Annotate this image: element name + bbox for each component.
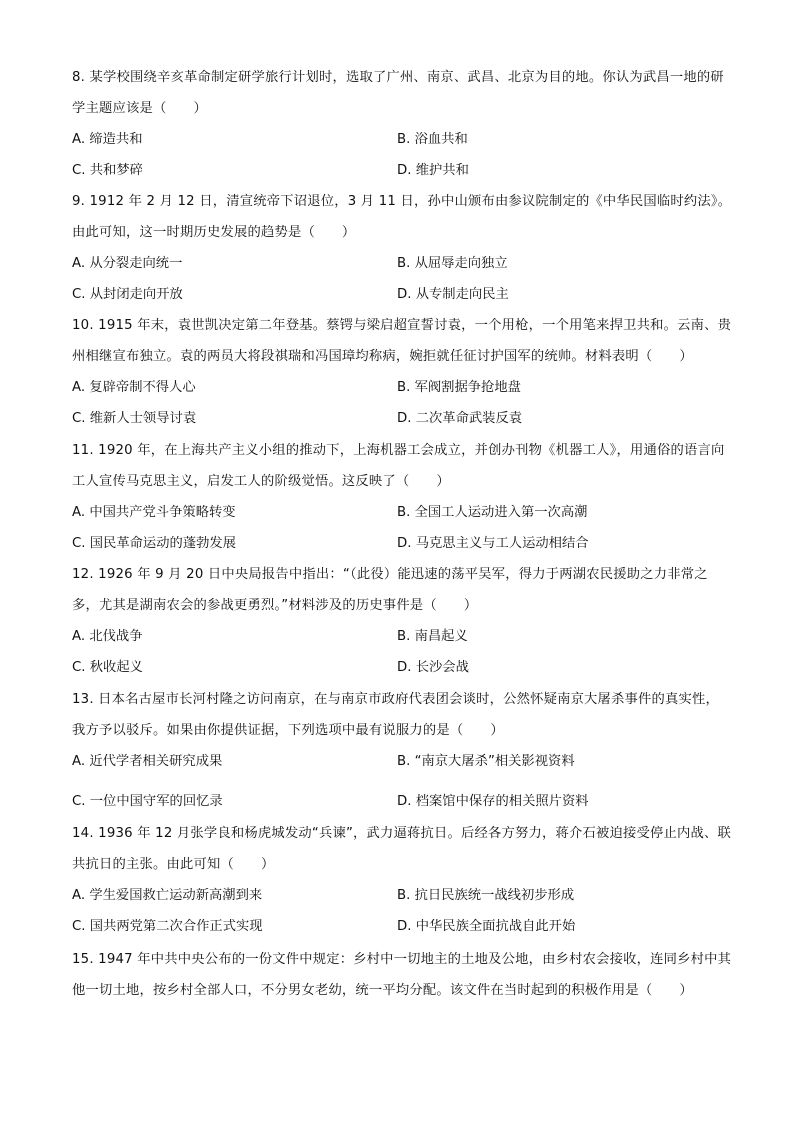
option-d[interactable]: D. 二次革命武装反袁 bbox=[397, 411, 523, 426]
question-stem: 13. 日本名古屋市长河村隆之访问南京，在与南京市政府代表团会谈时，公然怀疑南京大屠杀事件的真实性，我方予以驳斥。如果由你提供证据，下列选项中最有说服力的是（ ） bbox=[72, 692, 720, 738]
question-13 bbox=[72, 684, 732, 817]
question-stem: 14. 1936 年 12 月张学良和杨虎城发动“兵谏”，武力逼蒋抗日。后经各方努力，蒋介石被迫接受停止内战、联共抗日的主张。由此可知（ ） bbox=[72, 826, 731, 872]
option-a[interactable]: A. 近代学者相关研究成果 bbox=[72, 754, 223, 769]
option-d[interactable]: D. 维护共和 bbox=[397, 163, 469, 178]
question-stem: 12. 1926 年 9 月 20 日中央局报告中指出：“（此役）能迅速的荡平吴军，得力于两湖农民援助之力非常之多，尤其是湖南农会的参战更勇烈。”材料涉及的历史事件是（ ） bbox=[72, 567, 708, 613]
option-c[interactable]: C. 一位中国守军的回忆录 bbox=[72, 794, 223, 809]
option-a[interactable]: A. 复辟帝制不得人心 bbox=[72, 380, 196, 395]
option-c[interactable]: C. 从封闭走向开放 bbox=[72, 287, 183, 302]
question-9 bbox=[72, 186, 732, 310]
question-14 bbox=[72, 818, 732, 942]
options bbox=[72, 621, 732, 683]
options bbox=[72, 746, 732, 817]
option-d[interactable]: D. 从专制走向民主 bbox=[397, 287, 509, 302]
option-c[interactable]: C. 维新人士领导讨袁 bbox=[72, 411, 197, 426]
option-a[interactable]: A. 缔造共和 bbox=[72, 132, 143, 147]
option-a[interactable]: A. 学生爱国救亡运动新高潮到来 bbox=[72, 888, 263, 903]
options bbox=[72, 372, 732, 434]
option-b[interactable]: B. 浴血共和 bbox=[397, 132, 468, 147]
option-b[interactable]: B. 从屈辱走向独立 bbox=[397, 256, 508, 271]
question-15 bbox=[72, 944, 732, 1006]
question-8 bbox=[72, 62, 732, 186]
option-c[interactable]: C. 秋收起义 bbox=[72, 660, 143, 675]
options bbox=[72, 124, 732, 186]
option-b[interactable]: B. 全国工人运动进入第一次高潮 bbox=[397, 505, 588, 520]
question-stem: 10. 1915 年末，袁世凯决定第二年登基。蔡锷与梁启超宣誓讨袁，一个用枪，一个用笔来捍卫共和。云南、贵州相继宣布独立。袁的两员大将段祺瑞和冯国璋均称病，婉拒就任征讨护国军的统帅。材料表明（ ） bbox=[72, 318, 732, 364]
question-10 bbox=[72, 310, 732, 434]
question-stem: 11. 1920 年，在上海共产主义小组的推动下，上海机器工会成立，并创办刊物《机器工人》，用通俗的语言向工人宣传马克思主义，启发工人的阶级觉悟。这反映了（ ） bbox=[72, 443, 725, 489]
question-11 bbox=[72, 435, 732, 559]
options bbox=[72, 880, 732, 942]
option-d[interactable]: D. 档案馆中保存的相关照片资料 bbox=[397, 794, 589, 809]
options bbox=[72, 248, 732, 310]
question-stem: 8. 某学校围绕辛亥革命制定研学旅行计划时，选取了广州、南京、武昌、北京为目的地。你认为武昌一地的研学主题应该是（ ） bbox=[72, 70, 724, 116]
option-b[interactable]: B. 南昌起义 bbox=[397, 629, 468, 644]
question-12 bbox=[72, 559, 732, 683]
option-a[interactable]: A. 从分裂走向统一 bbox=[72, 256, 183, 271]
options bbox=[72, 497, 732, 559]
option-d[interactable]: D. 长沙会战 bbox=[397, 660, 469, 675]
option-b[interactable]: B. “南京大屠杀”相关影视资料 bbox=[397, 754, 575, 769]
question-stem: 9. 1912 年 2 月 12 日，清宣统帝下诏退位，3 月 11 日，孙中山颁布由参议院制定的《中华民国临时约法》。由此可知，这一时期历史发展的趋势是（ ） bbox=[72, 194, 732, 240]
option-d[interactable]: D. 中华民族全面抗战自此开始 bbox=[397, 919, 576, 934]
question-stem: 15. 1947 年中共中央公布的一份文件中规定：乡村中一切地主的土地及公地，由乡村农会接收，连同乡村中其他一切土地，按乡村全部人口，不分男女老幼，统一平均分配。该文件在当时起到的积极作用是（ ） bbox=[72, 952, 732, 998]
option-a[interactable]: A. 北伐战争 bbox=[72, 629, 143, 644]
option-b[interactable]: B. 军阀割据争抢地盘 bbox=[397, 380, 521, 395]
option-c[interactable]: C. 国民革命运动的蓬勃发展 bbox=[72, 536, 237, 551]
option-d[interactable]: D. 马克思主义与工人运动相结合 bbox=[397, 536, 589, 551]
option-a[interactable]: A. 中国共产党斗争策略转变 bbox=[72, 505, 236, 520]
option-c[interactable]: C. 共和梦碎 bbox=[72, 163, 143, 178]
option-c[interactable]: C. 国共两党第二次合作正式实现 bbox=[72, 919, 263, 934]
option-b[interactable]: B. 抗日民族统一战线初步形成 bbox=[397, 888, 575, 903]
